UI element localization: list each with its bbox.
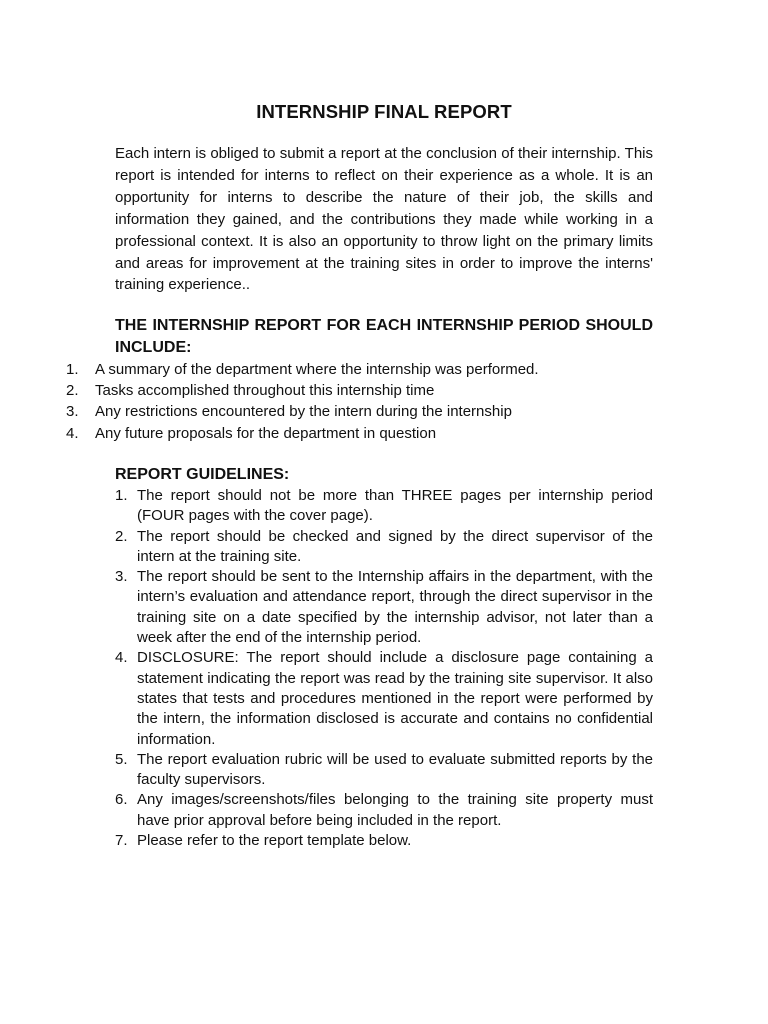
item-number: 7. <box>115 832 128 850</box>
item-text: Please refer to the report template below. <box>137 832 412 850</box>
item-number: 3. <box>115 568 128 586</box>
item-number: 1. <box>66 361 79 378</box>
list-item <box>66 401 666 422</box>
list-item <box>115 527 653 568</box>
page-title: INTERNSHIP FINAL REPORT <box>256 101 512 122</box>
item-number: 5. <box>115 750 128 768</box>
item-number: 4. <box>66 424 79 442</box>
guidelines-heading: REPORT GUIDELINES: <box>115 466 290 483</box>
item-number: 4. <box>115 649 128 667</box>
item-number: 2. <box>115 527 128 545</box>
item-number: 3. <box>66 403 79 421</box>
item-text: Any future proposals for the department in question <box>95 424 437 442</box>
item-number: 2. <box>66 382 79 400</box>
include-list <box>66 359 666 444</box>
item-text: A summary of the department where the internship was performed. <box>95 361 539 378</box>
item-text: Tasks accomplished throughout this internship time <box>95 382 435 400</box>
item-text: Any restrictions encountered by the intern during the internship <box>95 403 512 421</box>
list-item <box>66 380 666 401</box>
list-item <box>115 750 653 791</box>
item-text: The report should be sent to the Internship affairs in the department, with the intern’s evaluation and attendance report, through the direct supervisor in the training site on a date specified by the internship advisor, not later than a week after the end of the internship period. <box>137 568 653 647</box>
item-text: The report should not be more than THREE pages per internship period (FOUR pages with the cover page). <box>137 487 653 525</box>
item-text: DISCLOSURE: The report should include a disclosure page containing a statement indicating the report was read by the training site supervisor. It also states that tests and procedures mentioned in the report were performed by the intern, the information disclosed is accurate and contains no confidential information. <box>137 649 653 748</box>
item-number: 1. <box>115 487 128 504</box>
list-item <box>115 790 653 831</box>
list-item <box>66 359 666 380</box>
item-text: Any images/screenshots/files belonging to the training site property must have prior approval before being included in the report. <box>137 791 653 829</box>
item-text: The report should be checked and signed by the direct supervisor of the intern at the training site. <box>137 527 653 565</box>
list-item <box>66 423 666 444</box>
list-item <box>115 648 653 749</box>
intro-paragraph: Each intern is obliged to submit a report at the conclusion of their internship. This report is intended for interns to reflect on their experience as a whole. It is an opportunity for interns to describe the nature of their job, the skills and information they gained, and the contributions they made while working in a professional context. It is also an opportunity to throw light on the primary limits and areas for improvement at the training sites in order to improve the interns' training experience.. <box>115 145 653 294</box>
item-text: The report evaluation rubric will be used to evaluate submitted reports by the faculty supervisors. <box>137 750 653 789</box>
list-item <box>115 831 653 851</box>
list-item <box>115 567 653 648</box>
list-item <box>115 486 653 527</box>
guidelines-list <box>115 486 653 851</box>
include-heading: THE INTERNSHIP REPORT FOR EACH INTERNSHIP PERIOD SHOULD INCLUDE: <box>115 317 653 356</box>
item-number: 6. <box>115 791 128 809</box>
